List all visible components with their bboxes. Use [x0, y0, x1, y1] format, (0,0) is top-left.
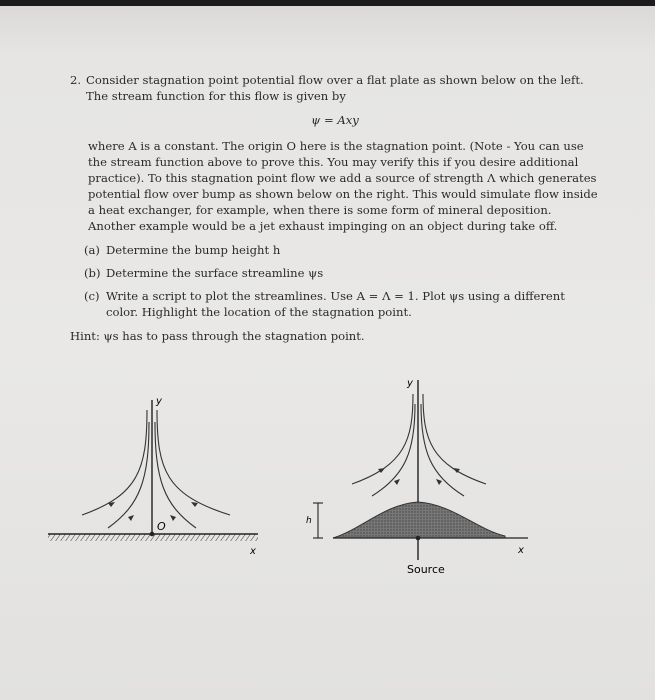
part-c-text: Write a script to plot the streamlines. Use A = Λ = 1. Plot ψs using a different color. Highlight the location of the stagnation point. [106, 289, 565, 319]
bump-deposit [333, 502, 505, 538]
streamline-right-fig-left-inner [372, 404, 415, 496]
part-a [84, 242, 600, 258]
streamline-left-outer [82, 410, 147, 515]
streamline-right-fig-right-inner [421, 404, 464, 496]
streamline-right-fig-right-outer [423, 394, 486, 484]
left-x-label: x [250, 546, 256, 557]
bump-height-indicator [313, 503, 323, 538]
source-point [416, 536, 421, 541]
left-stagnation-point [150, 532, 155, 537]
top-edge-bar [0, 0, 655, 6]
stream-function-equation: ψ = Axy [311, 113, 359, 127]
source-label: Source [407, 563, 445, 576]
right-x-label: x [518, 545, 524, 556]
part-b [84, 265, 600, 281]
streamline-right-inner [155, 422, 196, 528]
problem-statement [70, 72, 600, 344]
streamline-left-inner [108, 422, 149, 528]
arrow-icon [128, 515, 134, 521]
arrow-icon [378, 468, 385, 473]
problem-body: where A is a constant. The origin O here is the stagnation point. (Note - You can use the stream function above to prove this. You may verify this if you desire additional practice). To this stagnation point flow we add a source of strength Λ which generates potential flow over bump as shown below on the right. This would simulate flow inside a heat exchanger, for example, when there is some form of mineral deposition. Another example would be a jet exhaust impinging on an object during take off. [88, 139, 598, 233]
arrow-icon [394, 479, 400, 485]
h-label: h [306, 516, 312, 526]
problem-intro-text: Consider stagnation point potential flow over a flat plate as shown below on the left. The stream function for this flow is given by [86, 73, 584, 103]
part-a-label: (a) [84, 243, 100, 257]
left-origin-label: O [157, 520, 166, 533]
right-streamlines [352, 394, 486, 496]
part-c-label: (c) [84, 289, 100, 303]
flow-figures [0, 370, 655, 600]
left-figure [48, 396, 258, 557]
right-y-label: y [407, 378, 413, 389]
part-c [84, 288, 600, 320]
problem-intro [70, 72, 600, 104]
left-streamlines [82, 410, 230, 528]
streamline-right-outer [157, 410, 230, 515]
part-b-text: Determine the surface streamline ψs [106, 266, 324, 280]
part-a-text: Determine the bump height h [106, 243, 281, 257]
hint: Hint: ψs has to pass through the stagnation point. [70, 329, 365, 343]
problem-parts [84, 242, 600, 320]
left-y-label: y [156, 396, 162, 407]
arrow-icon [170, 515, 176, 521]
right-figure [306, 378, 528, 576]
problem-number: 2. [70, 73, 82, 87]
part-b-label: (b) [84, 266, 101, 280]
arrow-icon [191, 502, 198, 507]
arrow-icon [436, 479, 442, 485]
